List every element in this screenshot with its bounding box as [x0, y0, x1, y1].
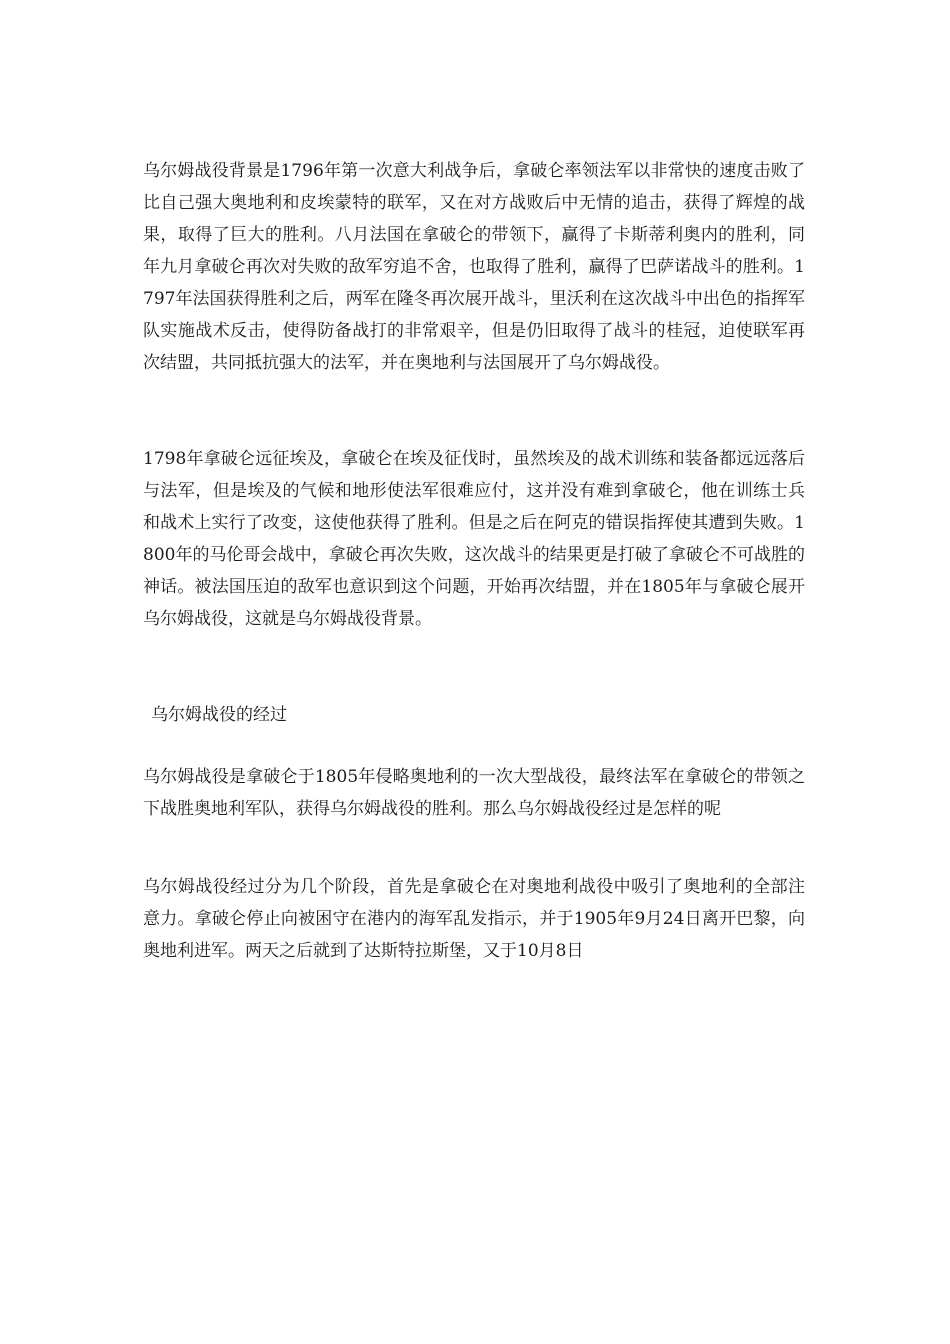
paragraph-process-stages: 乌尔姆战役经过分为几个阶段，首先是拿破仑在对奥地利战役中吸引了奥地利的全部注意力。拿破仑停止向被困守在港内的海军乱发指示，并于1905年9月24日离开巴黎，向奥地利进军。两天之后就到了达斯特拉斯堡，又于10月8日 [143, 877, 805, 961]
paragraph-background-1: 乌尔姆战役背景是1796年第一次意大利战争后，拿破仑率领法军以非常快的速度击败了比自己强大奥地利和皮埃蒙特的联军，又在对方战败后中无情的追击，获得了辉煌的战果，取得了巨大的胜利。八月法国在拿破仑的带领下，赢得了卡斯蒂利奥内的胜利，同年九月拿破仑再次对失败的敌军穷追不舍，也取得了胜利，赢得了巴萨诺战斗的胜利。1797年法国获得胜利之后，两军在隆冬再次展开战斗，里沃利在这次战斗中出色的指挥军队实施战术反击，使得防备战打的非常艰辛，但是仍旧取得了战斗的桂冠，迫使联军再次结盟，共同抵抗强大的法军，并在奥地利与法国展开了乌尔姆战役。 [143, 161, 805, 373]
paragraph-background-2: 1798年拿破仑远征埃及，拿破仑在埃及征伐时，虽然埃及的战术训练和装备都远远落后与法军，但是埃及的气候和地形使法军很难应付，这并没有难到拿破仑，他在训练士兵和战术上实行了改变，这使他获得了胜利。但是之后在阿克的错误指挥使其遭到失败。1800年的马伦哥会战中，拿破仑再次失败，这次战斗的结果更是打破了拿破仑不可战胜的神话。被法国压迫的敌军也意识到这个问题，开始再次结盟，并在1805年与拿破仑展开乌尔姆战役，这就是乌尔姆战役背景。 [143, 449, 805, 629]
paragraph-gap [143, 825, 805, 871]
document-body [143, 155, 805, 967]
paragraph-gap [143, 635, 805, 699]
section-heading: 乌尔姆战役的经过 [151, 705, 287, 725]
paragraph-gap [143, 379, 805, 443]
paragraph-process-intro: 乌尔姆战役是拿破仑于1805年侵略奥地利的一次大型战役，最终法军在拿破仑的带领之下战胜奥地利军队，获得乌尔姆战役的胜利。那么乌尔姆战役经过是怎样的呢 [143, 767, 805, 819]
paragraph-gap [143, 731, 805, 761]
